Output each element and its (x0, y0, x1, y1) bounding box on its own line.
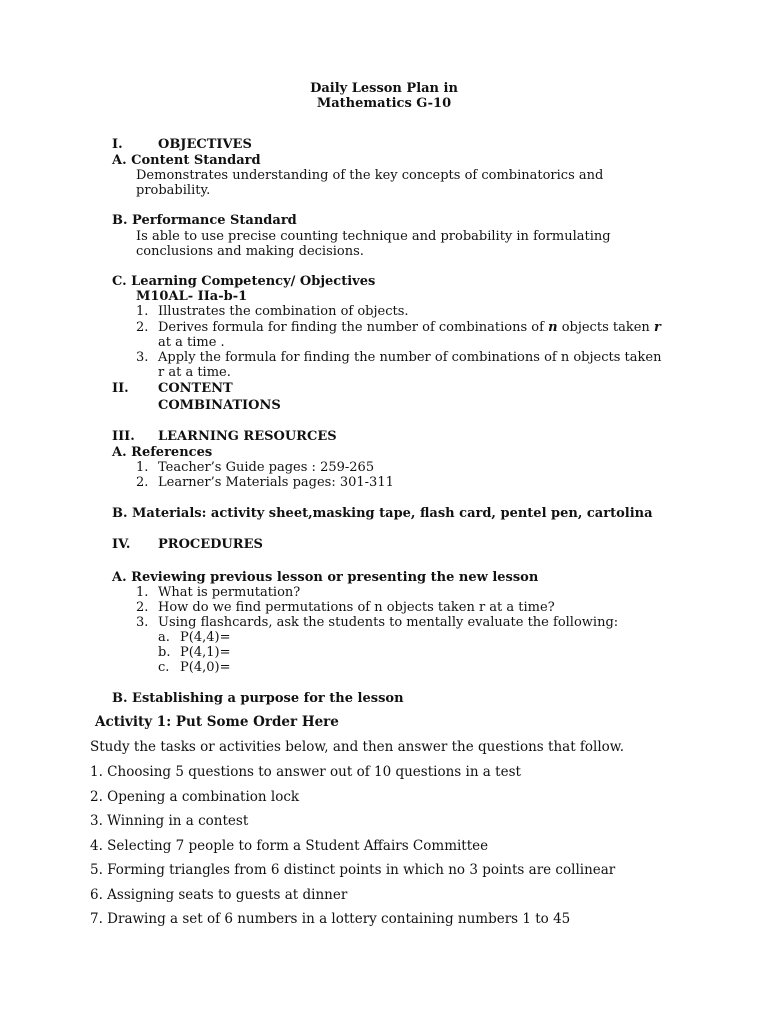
objective-2-part-b: objects taken (561, 320, 650, 335)
objective-2-number: 2. (136, 320, 149, 335)
document-title-line1: Daily Lesson Plan in (310, 81, 458, 96)
activity-instructions: Study the tasks or activities below, and then answer the questions that follow. (90, 739, 625, 755)
activity-item: 4. Selecting 7 people to form a Student Affairs Committee (90, 838, 489, 854)
section-3-number: III. (112, 429, 135, 444)
section-2-heading: CONTENT (158, 381, 233, 396)
review-question-1-text: What is permutation? (158, 585, 301, 600)
competency-code: M10AL- IIa-b-1 (136, 289, 248, 304)
section-4-number: IV. (112, 537, 131, 552)
content-standard-label: A. Content Standard (112, 153, 261, 168)
objective-3-number: 3. (136, 350, 149, 365)
content-standard-text-2: probability. (136, 183, 211, 198)
section-3-heading: LEARNING RESOURCES (158, 429, 337, 444)
review-lesson-label: A. Reviewing previous lesson or presenting the new lesson (112, 570, 539, 585)
document-title-line2: Mathematics G-10 (316, 96, 452, 111)
flashcard-c-text: P(4,0)= (180, 660, 231, 675)
objective-2-text-cont: at a time . (158, 335, 225, 350)
learning-competency-label: C. Learning Competency/ Objectives (112, 274, 376, 289)
performance-standard-text-2: conclusions and making decisions. (136, 244, 364, 259)
activity-item: 2. Opening a combination lock (90, 789, 300, 805)
activity-title: Activity 1: Put Some Order Here (95, 714, 339, 730)
activity-item: 3. Winning in a contest (90, 813, 249, 829)
review-question-2-text: How do we find permutations of n objects taken r at a time? (158, 600, 555, 615)
objective-2-r: r (653, 320, 661, 335)
reference-2-number: 2. (136, 475, 149, 490)
establishing-purpose-label: B. Establishing a purpose for the lesson (112, 691, 404, 706)
flashcard-a-letter: a. (158, 630, 170, 645)
objective-1-text: Illustrates the combination of objects. (158, 304, 409, 319)
performance-standard-text-1: Is able to use precise counting technique and probability in formulating (136, 229, 611, 244)
objective-2-part-a: Derives formula for finding the number of combinations of (158, 320, 544, 335)
references-label: A. References (112, 445, 213, 460)
activity-item: 7. Drawing a set of 6 numbers in a lottery containing numbers 1 to 45 (90, 911, 571, 927)
objective-3-text: Apply the formula for finding the number of combinations of n objects taken (158, 350, 662, 365)
content-standard-text-1: Demonstrates understanding of the key concepts of combinatorics and (136, 168, 604, 183)
review-question-3-text: Using flashcards, ask the students to mentally evaluate the following: (158, 615, 619, 630)
reference-2-text: Learner’s Materials pages: 301-311 (158, 475, 394, 490)
objective-3-text-cont: r at a time. (158, 365, 231, 380)
section-1-heading: OBJECTIVES (158, 137, 252, 152)
section-1-number: I. (112, 137, 123, 152)
flashcard-b-letter: b. (158, 645, 171, 660)
section-2-number: II. (112, 381, 129, 396)
review-question-2-number: 2. (136, 600, 149, 615)
objective-2-text (158, 320, 661, 335)
review-question-3-number: 3. (136, 615, 149, 630)
flashcard-c-letter: c. (158, 660, 170, 675)
materials-label: B. Materials: activity sheet,masking tape, flash card, pentel pen, cartolina (112, 506, 653, 521)
section-4-heading: PROCEDURES (158, 537, 263, 552)
review-question-1-number: 1. (136, 585, 149, 600)
content-topic: COMBINATIONS (158, 398, 281, 413)
objective-1-number: 1. (136, 304, 149, 319)
objective-2-n: n (548, 320, 558, 335)
performance-standard-label: B. Performance Standard (112, 213, 297, 228)
activity-item: 5. Forming triangles from 6 distinct points in which no 3 points are collinear (90, 862, 616, 878)
flashcard-a-text: P(4,4)= (180, 630, 231, 645)
activity-item: 6. Assigning seats to guests at dinner (90, 887, 348, 903)
activity-item: 1. Choosing 5 questions to answer out of 10 questions in a test (90, 764, 521, 780)
reference-1-number: 1. (136, 460, 149, 475)
reference-1-text: Teacher’s Guide pages : 259-265 (158, 460, 375, 475)
flashcard-b-text: P(4,1)= (180, 645, 231, 660)
